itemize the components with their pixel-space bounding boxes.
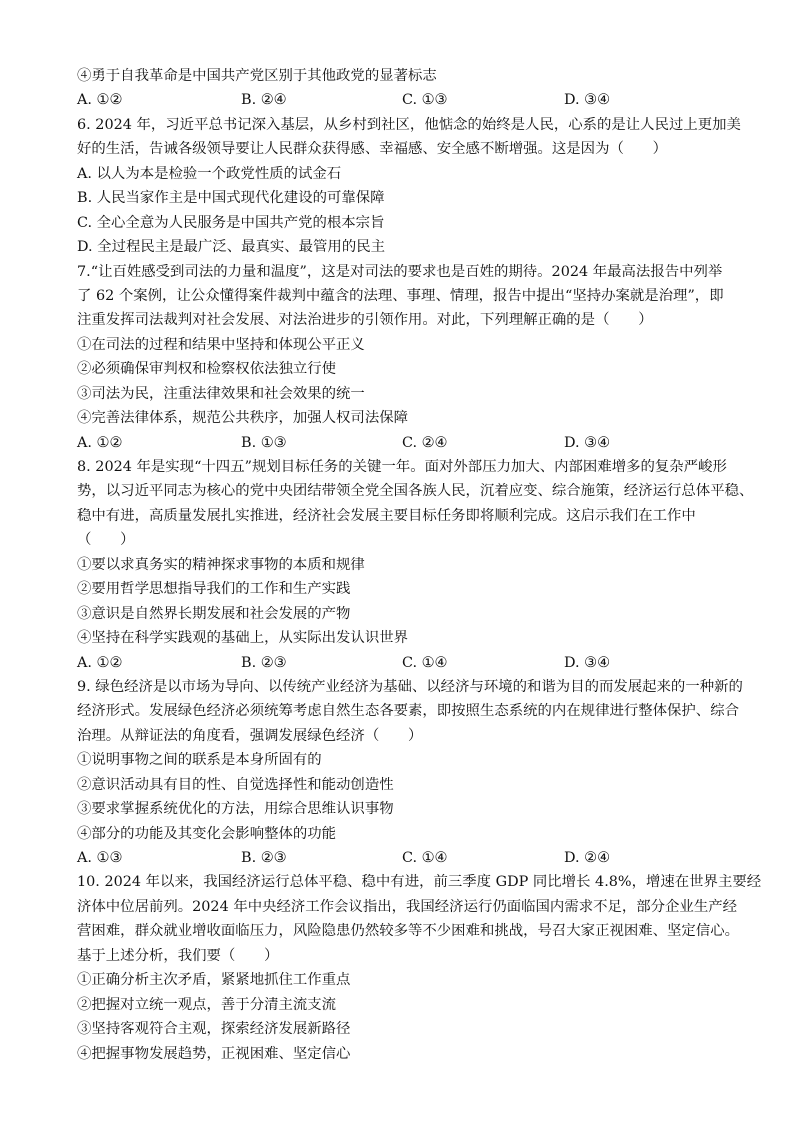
q10-stem-line-1: 10. 2024 年以来，我国经济运行总体平稳、稳中有进，前三季度 GDP 同比增长 4.8%，增速在世界主要经 bbox=[77, 874, 762, 890]
q7-stem-line-1: 7.“让百姓感受到司法的力量和温度”，这是对司法的要求也是百姓的期待。2024 年最高法报告中列举 bbox=[77, 264, 723, 280]
q7-item-3: ③司法为民，注重法律效果和社会效果的统一 bbox=[77, 386, 365, 402]
q5-options bbox=[77, 88, 737, 112]
q8-option-a[interactable]: A. ①② bbox=[77, 655, 123, 671]
q7-option-b[interactable]: B. ①③ bbox=[241, 435, 287, 451]
q10-stem-line-3: 营困难，群众就业增收面临压力，风险隐患仍然较多等不少困难和挑战，号召大家正视困难、坚定信心。 bbox=[77, 923, 739, 939]
q10-stem-line-2: 济体中位居前列。2024 年中央经济工作会议指出，我国经济运行仍面临国内需求不足，部分企业生产经 bbox=[77, 899, 737, 915]
q9-item-1: ①说明事物之间的联系是本身所固有的 bbox=[77, 752, 322, 768]
q6-choice-a[interactable]: A. 以人为本是检验一个政党性质的试金石 bbox=[77, 166, 342, 182]
q9-stem-line-2: 经济形式。发展绿色经济必须统筹考虑自然生态各要素，即按照生态系统的内在规律进行整体保护、综合 bbox=[77, 703, 739, 719]
q7-item-2: ②必须确保审判权和检察权依法独立行使 bbox=[77, 361, 337, 377]
q9-option-c[interactable]: C. ①④ bbox=[402, 850, 448, 866]
q9-option-a[interactable]: A. ①③ bbox=[77, 850, 123, 866]
q6-choice-d[interactable]: D. 全过程民主是最广泛、最真实、最管用的民主 bbox=[77, 239, 385, 255]
q6-choice-b[interactable]: B. 人民当家作主是中国式现代化建设的可靠保障 bbox=[77, 190, 385, 206]
q7-option-a[interactable]: A. ①② bbox=[77, 435, 123, 451]
q5-option-b[interactable]: B. ②④ bbox=[241, 92, 287, 108]
q10-item-3: ③坚持客观符合主观，探索经济发展新路径 bbox=[77, 1021, 351, 1037]
q5-option-d[interactable]: D. ③④ bbox=[564, 92, 610, 108]
q9-option-b[interactable]: B. ②③ bbox=[241, 850, 287, 866]
q9-item-2: ②意识活动具有目的性、自觉选择性和能动创造性 bbox=[77, 777, 394, 793]
q8-options bbox=[77, 651, 737, 675]
q9-item-4: ④部分的功能及其变化会影响整体的功能 bbox=[77, 826, 337, 842]
q6-stem-line-2: 好的生活，告诫各级领导要让人民群众获得感、幸福感、安全感不断增强。这是因为（ ） bbox=[77, 141, 668, 157]
q5-option-c[interactable]: C. ①③ bbox=[402, 92, 448, 108]
q7-options bbox=[77, 431, 737, 455]
q6-choice-c[interactable]: C. 全心全意为人民服务是中国共产党的根本宗旨 bbox=[77, 215, 385, 231]
q8-item-3: ③意识是自然界长期发展和社会发展的产物 bbox=[77, 606, 351, 622]
q8-stem-line-2: 势，以习近平同志为核心的党中央团结带领全党全国各族人民，沉着应变、综合施策，经济运行总体平稳、 bbox=[77, 483, 754, 499]
q7-item-4: ④完善法律体系，规范公共秩序，加强人权司法保障 bbox=[77, 410, 408, 426]
q9-option-d[interactable]: D. ②④ bbox=[564, 850, 610, 866]
q9-stem-line-3: 治理。从辩证法的角度看，强调发展绿色经济（ ） bbox=[77, 728, 423, 744]
q8-stem-line-3: 稳中有进，高质量发展扎实推进，经济社会发展主要目标任务即将顺利完成。这启示我们在工作中 bbox=[77, 508, 696, 524]
q10-stem-line-4: 基于上述分析，我们要（ ） bbox=[77, 948, 279, 964]
q9-stem-line-1: 9. 绿色经济是以市场为导向、以传统产业经济为基础、以经济与环境的和谐为目的而发展起来的一种新的 bbox=[77, 679, 743, 695]
q5-item-4: ④勇于自我革命是中国共产党区别于其他政党的显著标志 bbox=[77, 68, 437, 84]
q10-item-2: ②把握对立统一观点，善于分清主流支流 bbox=[77, 997, 337, 1013]
q7-stem-line-3: 注重发挥司法裁判对社会发展、对法治进步的引领作用。对此，下列理解正确的是（ ） bbox=[77, 312, 653, 328]
q7-option-d[interactable]: D. ③④ bbox=[564, 435, 610, 451]
q8-option-c[interactable]: C. ①④ bbox=[402, 655, 448, 671]
q8-stem-line-1: 8. 2024 年是实现“十四五”规划目标任务的关键一年。面对外部压力加大、内部困难增多的复杂严峻形 bbox=[77, 459, 727, 475]
q6-stem-line-1: 6. 2024 年，习近平总书记深入基层，从乡村到社区，他惦念的始终是人民，心系的是让人民过上更加美 bbox=[77, 117, 741, 133]
q10-item-4: ④把握事物发展趋势，正视困难、坚定信心 bbox=[77, 1046, 351, 1062]
q7-stem-line-2: 了 62 个案例，让公众懂得案件裁判中蕴含的法理、事理、情理，报告中提出“坚持办案就是治理”，即 bbox=[77, 288, 724, 304]
q8-option-d[interactable]: D. ③④ bbox=[564, 655, 610, 671]
q5-option-a[interactable]: A. ①② bbox=[77, 92, 123, 108]
q8-item-1: ①要以求真务实的精神探求事物的本质和规律 bbox=[77, 557, 365, 573]
q8-option-b[interactable]: B. ②③ bbox=[241, 655, 287, 671]
q9-item-3: ③要求掌握系统优化的方法，用综合思维认识事物 bbox=[77, 801, 394, 817]
q7-option-c[interactable]: C. ②④ bbox=[402, 435, 448, 451]
q8-item-4: ④坚持在科学实践观的基础上，从实际出发认识世界 bbox=[77, 630, 408, 646]
q10-item-1: ①正确分析主次矛盾，紧紧地抓住工作重点 bbox=[77, 972, 351, 988]
q9-options bbox=[77, 846, 737, 870]
q7-item-1: ①在司法的过程和结果中坚持和体现公平正义 bbox=[77, 337, 365, 353]
q8-stem-line-4: （ ） bbox=[77, 532, 135, 548]
q8-item-2: ②要用哲学思想指导我们的工作和生产实践 bbox=[77, 581, 351, 597]
